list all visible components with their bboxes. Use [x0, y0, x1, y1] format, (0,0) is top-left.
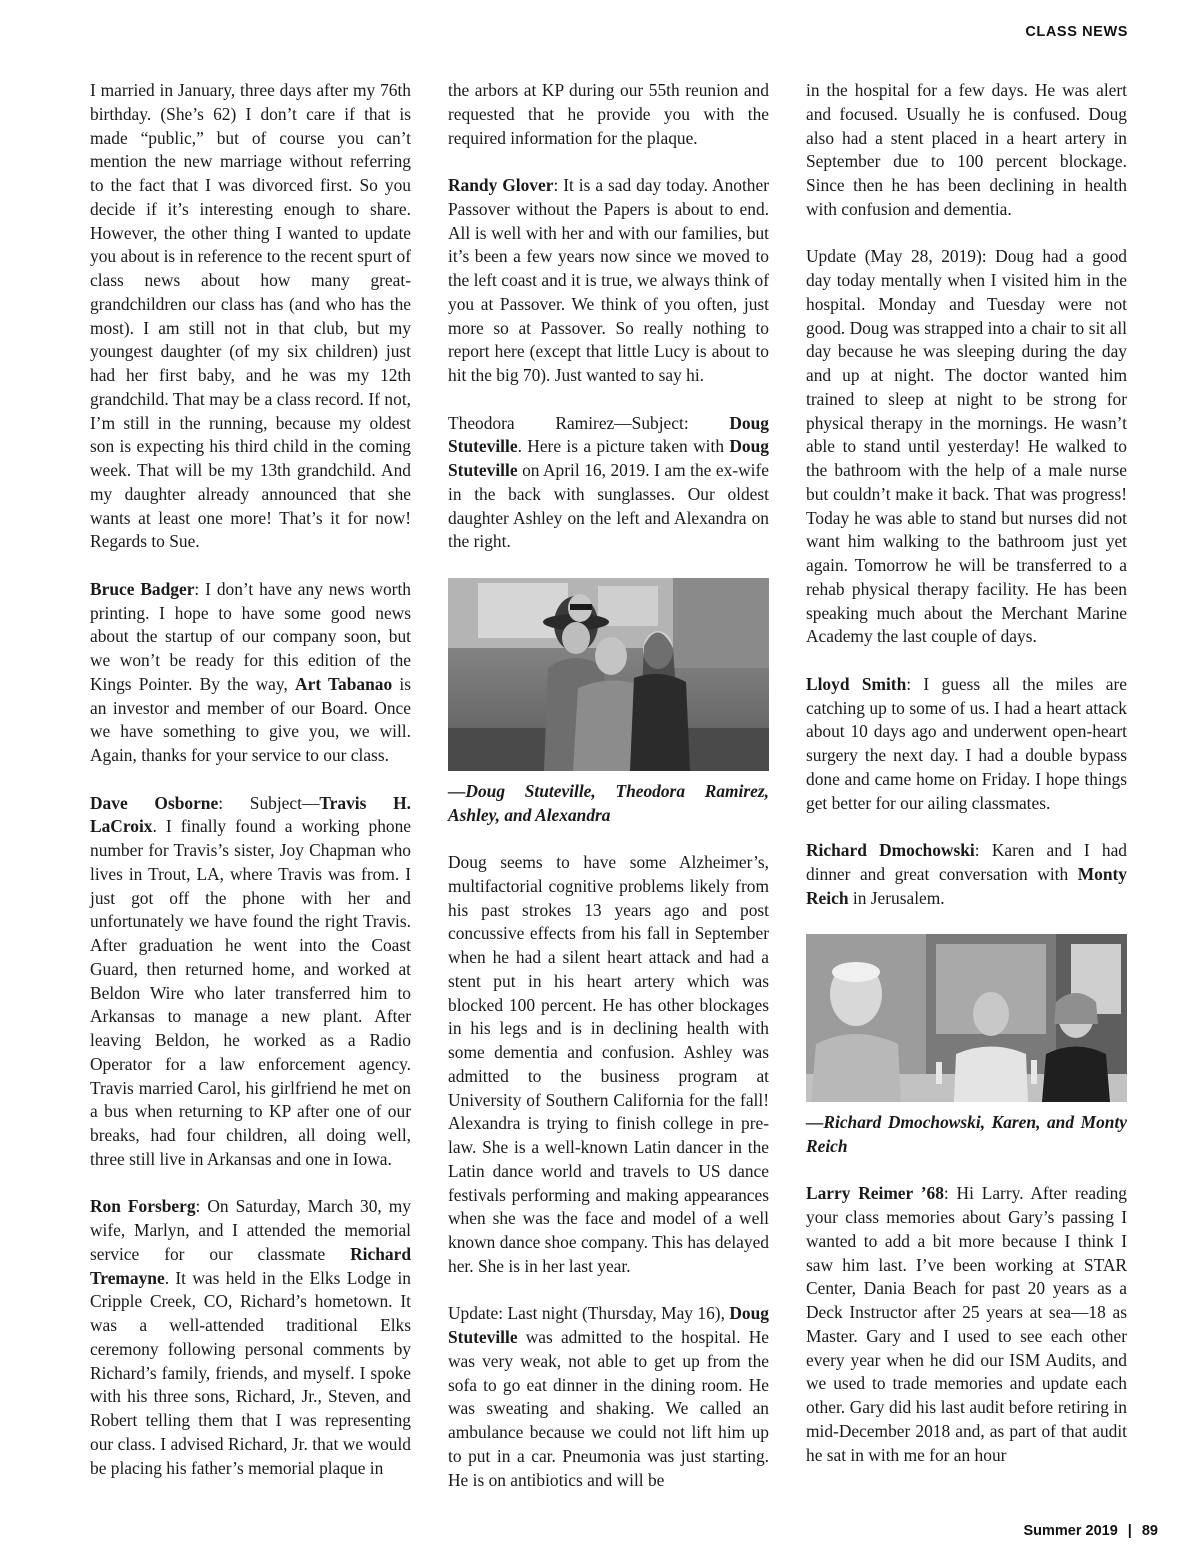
photo-caption: —Richard Dmochowski, Karen, and Monty Reich	[806, 1112, 1127, 1156]
entry-text: : I don’t have any news worth printing. I hope to have some good news about the startup of our company soon, but we won’t be ready for this edition of the Kings Pointer. By the way,	[90, 578, 412, 694]
bruce-badger-entry	[90, 578, 411, 768]
author-name: Randy Glover	[448, 175, 554, 195]
entry-text: Update: Last night (Thursday, May 16),	[448, 1303, 730, 1324]
entry-text: . It was held in the Elks Lodge in Cripple Creek, CO, Richard’s hometown. It was a well-attended traditional Elks ceremony following personal comments by Richard’s family, friends, and myself. I spoke with his three sons, Richard, Jr., Steven, and Robert telling them that I was representing our class. I advised Richard, Jr. that we would be placing his father’s memorial plaque in	[90, 1267, 411, 1478]
lloyd-smith-entry	[806, 673, 1127, 816]
update-paragraph	[448, 1302, 769, 1492]
ron-forsberg-entry	[90, 1195, 411, 1480]
update-paragraph: Update (May 28, 2019): Doug had a good day today mentally when I visited him in the hospital. Monday and Tuesday were not good. Doug was strapped into a chair to sit all day because he was sleeping during the day and up at night. The doctor wanted him trained to sleep at night to be strong for physical therapy in the mornings. He wasn’t able to stand until yesterday! He walked to the bathroom with the help of a male nurse but couldn’t make it back. That was progress! Today he was able to stand but nurses did not want him walking to the bathroom just yet again. Tomorrow he will be transferred to a rehab physical therapy facility. He has been speaking much about the Merchant Marine Academy the last couple of days.	[806, 246, 1127, 647]
photo-doug-family	[448, 578, 769, 771]
mentioned-name: Richard Tremayne	[90, 1243, 411, 1288]
mentioned-name: Doug Stuteville	[448, 436, 769, 480]
author-name: Bruce Badger	[90, 578, 195, 599]
entry-text: : Hi Larry. After reading your class memories about Gary’s passing I wanted to add a bit more because I think I saw him last. I’ve been working at STAR Center, Dania Beach for past 20 years as a Deck Instructor after 25 years at sea—18 as Master. Gary and I used to see each other every year when he did our ISM Audits, and we used to trade memories and update each other. Gary did his last audit before retiring in mid-December 2018 and, as part of that audit he sat in with me for an hour	[806, 1183, 1127, 1465]
section-label: CLASS NEWS	[1025, 24, 1128, 40]
author-name: Lloyd Smith	[806, 673, 907, 694]
page-footer	[1023, 1523, 1158, 1539]
entry-text: . I finally found a working phone number for Travis’s sister, Joy Chapman who lives in Trout, LA, where Travis was from. I just got off the phone with her and unfortunately we have found the right Travis. After graduation he went into the Coast Guard, then returned home, and worked at Beldon Wire who later transferred him to Arkansas to manage a new plant. After leaving Beldon, he worked as a Radio Operator for a law enforcement agency. Travis married Carol, his girlfriend he met on a bus when returning to KP after one of our breaks, had four children, all doing well, three still live in Arkansas and one in Iowa.	[90, 816, 411, 1169]
entry-text: Theodora Ramirez—Subject:	[448, 412, 730, 433]
entry-text: on April 16, 2019. I am the ex-wife in the back with sunglasses. Our oldest daughter Ashley on the left and Alexandra on the right.	[448, 460, 769, 552]
letter-paragraph: I married in January, three days after my 76th birthday. (She’s 62) I don’t care if that is made “public,” but of course you can’t mention the new marriage without referring to the fact that I was divorced first. So you decide if it’s interesting enough to share. However, the other thing I wanted to update you about is in reference to the recent spurt of class news about how many great-grandchildren our class has (and who has the most). I am still not in that club, but my youngest daughter (of my six children) just had her first baby, and he was my 12th grandchild. That may be a class record. If not, I’m still in the running, because my oldest son is expecting his third child in the coming week. That will be my 13th grandchild. And my daughter already announced that she wants at least one more! That’s it for now! Regards to Sue.	[90, 80, 411, 552]
dave-osborne-entry	[90, 792, 411, 1172]
mentioned-name: Art Tabanao	[295, 673, 393, 694]
theodora-ramirez-entry	[448, 412, 769, 555]
issue-label: Summer 2019	[1023, 1523, 1118, 1539]
author-name: Larry Reimer ’68	[806, 1183, 944, 1204]
photo-caption: —Doug Stuteville, Theodora Ramirez, Ashley, and Alexandra	[448, 780, 769, 825]
mentioned-name: Monty Reich	[806, 863, 1127, 908]
column-1	[90, 79, 411, 1480]
entry-text: : Subject—	[218, 792, 320, 813]
entry-text: : It is a sad day today. Another Passover without the Papers is about to end. All is well with her and with our families, but it’s been a few years now since we moved to the left coast and it is true, we always think of you at Passover. We think of you often, just more so at Passover. So really nothing to report here (except that little Lucy is about to hit the big 70). Just wanted to say hi.	[448, 175, 769, 385]
column-3	[806, 79, 1127, 1467]
entry-text: is an investor and member of our Board. Once we have something to give you, we will. Again, thanks for your service to our class.	[90, 673, 411, 765]
column-2	[448, 79, 769, 1492]
mentioned-name: Travis H. LaCroix	[90, 792, 411, 837]
entry-text: in Jerusalem.	[848, 887, 945, 908]
randy-glover-entry	[448, 174, 769, 388]
photo-richard-karen-monty	[806, 934, 1127, 1102]
mentioned-name: Doug Stuteville	[448, 412, 769, 457]
author-name: Richard Dmochowski	[806, 840, 975, 860]
entry-text: : Karen and I had dinner and great conversation with	[806, 840, 1128, 884]
page-number: 89	[1141, 1523, 1158, 1539]
entry-text: was admitted to the hospital. He was very weak, not able to get up from the sofa to go eat dinner in the dining room. He was sweating and shaking. We called an ambulance because we could not lift him up to put in a car. Pneumonia was just starting. He is on antibiotics and will be	[448, 1327, 769, 1490]
richard-dmochowski-entry	[806, 839, 1127, 910]
doug-health-paragraph: Doug seems to have some Alzheimer’s, multifactorial cognitive problems likely from his past strokes 13 years ago and post concussive effects from his fall in September when he had a silent heart attack and had a stent put in his heart artery which was blocked 100 percent. He has other blockages in his legs and is in declining health with some dementia and confusion. Ashley was admitted to the business program at University of Southern California for the fall! Alexandra is trying to finish college in pre-law. She is a well-known Latin dancer in the Latin dance world and travels to US dance festivals performing and making appearances when she was the face and model of a well known dance shoe company. This has delayed her. She is in her last year.	[448, 852, 769, 1276]
entry-text: : On Saturday, March 30, my wife, Marlyn, and I attended the memorial service for our classmate	[90, 1196, 411, 1264]
mentioned-name: Doug Stuteville	[448, 1303, 769, 1347]
continued-paragraph: in the hospital for a few days. He was alert and focused. Usually he is confused. Doug also had a stent placed in a heart artery in September due to 100 percent blockage. Since then he has been declining in health with confusion and dementia.	[806, 80, 1127, 219]
entry-text: : I guess all the miles are catching up to some of us. I had a heart attack about 10 days ago and underwent open-heart surgery the next day. I had a double bypass done and came home on Friday. I hope things get better for our ailing classmates.	[806, 673, 1128, 813]
author-name: Ron Forsberg	[90, 1196, 196, 1217]
entry-text: . Here is a picture taken with	[517, 436, 730, 457]
larry-reimer-entry	[806, 1182, 1127, 1467]
footer-separator: |	[1127, 1523, 1132, 1539]
author-name: Dave Osborne	[90, 792, 219, 813]
continued-paragraph: the arbors at KP during our 55th reunion and requested that he provide you with the required information for the plaque.	[448, 80, 769, 148]
